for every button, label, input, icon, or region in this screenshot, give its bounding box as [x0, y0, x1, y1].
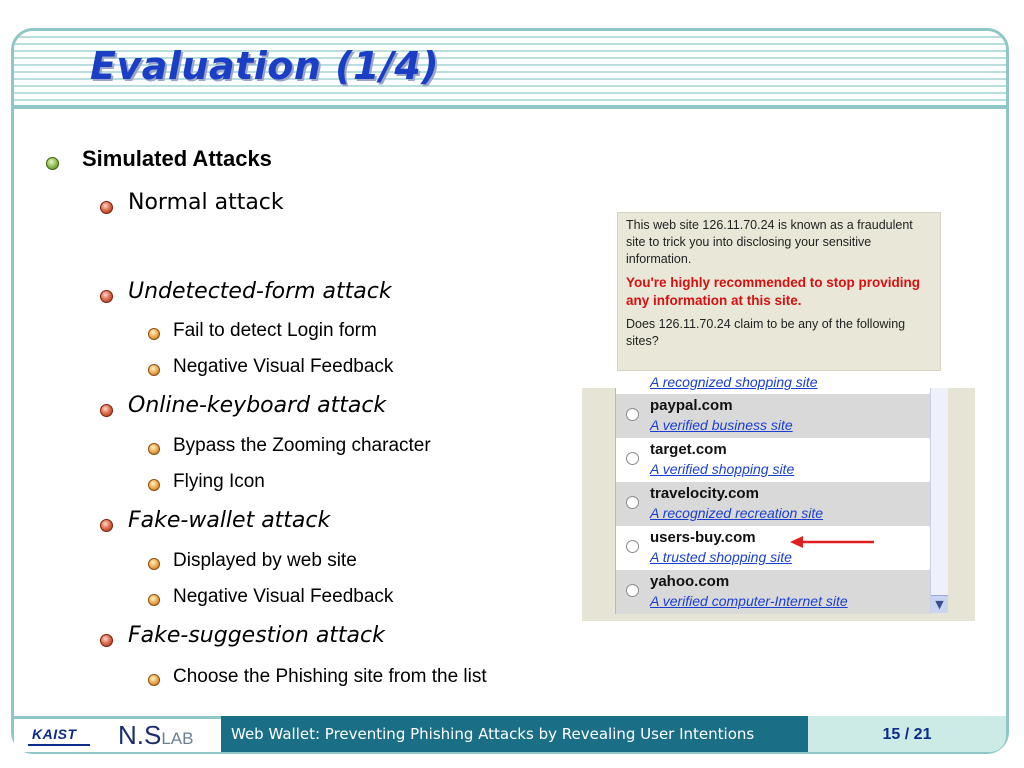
bullet-undetected-form-attack: Undetected-form attack	[128, 279, 392, 304]
site-description[interactable]: A verified shopping site	[650, 461, 795, 477]
sub-bullet: Negative Visual Feedback	[173, 356, 394, 377]
bullet-simulated-attacks: Simulated Attacks	[82, 146, 272, 171]
sub-bullet: Bypass the Zooming character	[173, 435, 431, 456]
warning-text: This web site 126.11.70.24 is known as a fraudulent site to trick you into disclosing your sensitive information.	[626, 218, 913, 266]
kaist-logo: KAIST	[32, 726, 77, 742]
radio-button[interactable]	[626, 452, 639, 465]
site-description[interactable]: A recognized recreation site	[650, 505, 824, 521]
site-name: travelocity.com	[650, 485, 759, 502]
sub-bullet: Flying Icon	[173, 471, 265, 492]
bullet-orange-icon	[148, 479, 160, 491]
list-item[interactable]	[616, 438, 931, 482]
list-item[interactable]	[616, 570, 931, 614]
bullet-red-icon	[100, 404, 113, 417]
site-name: yahoo.com	[650, 573, 730, 590]
title-divider	[14, 105, 1006, 109]
ns-lab-logo	[118, 720, 193, 751]
warning-question: Does 126.11.70.24 claim to be any of the following sites?	[626, 317, 906, 348]
sub-bullet: Fail to detect Login form	[173, 320, 377, 341]
bullet-orange-icon	[148, 443, 160, 455]
warning-recommendation: You're highly recommended to stop providing any information at this site.	[626, 275, 920, 308]
site-suggestion-screenshot	[582, 374, 975, 621]
arrow-head	[790, 536, 803, 548]
bullet-fake-wallet-attack: Fake-wallet attack	[128, 508, 331, 533]
list-item[interactable]	[616, 482, 931, 526]
lab-logo-text: LAB	[161, 729, 194, 748]
site-list	[615, 374, 931, 614]
site-description[interactable]: A verified business site	[650, 417, 793, 433]
footer-caption: Web Wallet: Preventing Phishing Attacks by Revealing User Intentions	[221, 716, 808, 752]
site-name: paypal.com	[650, 397, 733, 414]
bullet-red-icon	[100, 634, 113, 647]
site-name: target.com	[650, 441, 727, 458]
ns-logo-text: N.S	[118, 720, 162, 750]
bullet-orange-icon	[148, 674, 160, 686]
list-item	[616, 374, 931, 394]
bullet-online-keyboard-attack: Online-keyboard attack	[128, 393, 387, 418]
radio-button[interactable]	[626, 408, 639, 421]
bullet-green-icon	[46, 157, 59, 170]
sub-bullet: Displayed by web site	[173, 550, 357, 571]
red-arrow-icon	[790, 535, 876, 549]
site-description[interactable]: A verified computer-Internet site	[650, 593, 848, 609]
bullet-orange-icon	[148, 364, 160, 376]
sub-bullet: Choose the Phishing site from the list	[173, 666, 487, 687]
bullet-fake-suggestion-attack: Fake-suggestion attack	[128, 623, 385, 648]
bullet-red-icon	[100, 519, 113, 532]
list-scrollbar[interactable]	[930, 388, 948, 613]
site-description[interactable]: A trusted shopping site	[650, 549, 792, 565]
bullet-orange-icon	[148, 328, 160, 340]
page-number: 15 / 21	[808, 716, 1006, 752]
scroll-down-icon[interactable]: ▼	[931, 595, 948, 613]
list-item[interactable]	[616, 526, 931, 570]
phishing-warning-screenshot	[617, 212, 941, 371]
site-description: A recognized shopping site	[650, 374, 818, 390]
radio-button[interactable]	[626, 540, 639, 553]
kaist-logo-underline	[28, 744, 90, 746]
bullet-normal-attack: Normal attack	[128, 190, 284, 215]
footer-logos	[14, 716, 221, 752]
radio-button[interactable]	[626, 496, 639, 509]
bullet-red-icon	[100, 201, 113, 214]
sub-bullet: Negative Visual Feedback	[173, 586, 394, 607]
list-item[interactable]	[616, 394, 931, 438]
slide-title: Evaluation (1/4)	[90, 44, 440, 88]
site-name: users-buy.com	[650, 529, 756, 546]
slide-footer	[14, 716, 1006, 752]
bullet-orange-icon	[148, 558, 160, 570]
bullet-red-icon	[100, 290, 113, 303]
bullet-orange-icon	[148, 594, 160, 606]
radio-button[interactable]	[626, 584, 639, 597]
